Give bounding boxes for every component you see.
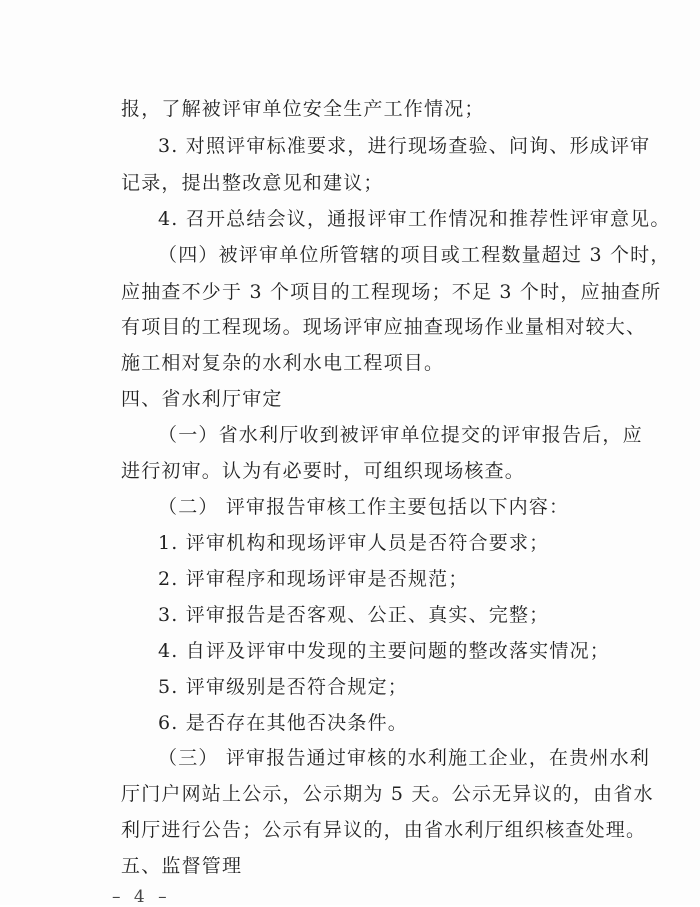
text-line: 有项目的工程现场。现场评审应抽查现场作业量相对较大、	[121, 316, 647, 338]
page-number: – 4 –	[112, 887, 171, 907]
paragraph-start: （二） 评审报告审核工作主要包括以下内容：	[158, 496, 570, 518]
list-item: 1. 评审机构和现场评审人员是否符合要求；	[158, 532, 550, 554]
list-item: 5. 评审级别是否符合规定；	[158, 676, 408, 698]
text-line: 记录，提出整改意见和建议；	[121, 172, 384, 194]
paragraph-start: （四）被评审单位所管辖的项目或工程数量超过 3 个时，	[158, 244, 671, 266]
list-item: 3. 对照评审标准要求，进行现场查验、问询、形成评审	[158, 135, 651, 157]
list-item: 4. 召开总结会议，通报评审工作情况和推荐性评审意见。	[158, 208, 671, 230]
section-heading: 四、省水利厅审定	[121, 388, 283, 410]
text-line: 应抽查不少于 3 个项目的工程现场；不足 3 个时，应抽查所	[121, 281, 662, 303]
text-line: 利厅进行公告；公示有异议的，由省水利厅组织核查处理。	[121, 819, 647, 841]
text-line: 报，了解被评审单位安全生产工作情况；	[121, 98, 485, 120]
text-line: 施工相对复杂的水利水电工程项目。	[121, 352, 445, 374]
list-item: 3. 评审报告是否客观、公正、真实、完整；	[158, 604, 550, 626]
text-line: 厅门户网站上公示，公示期为 5 天。公示无异议的，由省水	[121, 783, 654, 805]
section-heading: 五、监督管理	[121, 855, 243, 877]
paragraph-start: （一）省水利厅收到被评审单位提交的评审报告后，应	[158, 424, 643, 446]
list-item: 6. 是否存在其他否决条件。	[158, 712, 408, 734]
list-item: 2. 评审程序和现场评审是否规范；	[158, 568, 469, 590]
list-item: 4. 自评及评审中发现的主要问题的整改落实情况；	[158, 640, 610, 662]
paragraph-start: （三） 评审报告通过审核的水利施工企业，在贵州水利	[158, 747, 651, 769]
text-line: 进行初审。认为有必要时，可组织现场核查。	[121, 460, 526, 482]
